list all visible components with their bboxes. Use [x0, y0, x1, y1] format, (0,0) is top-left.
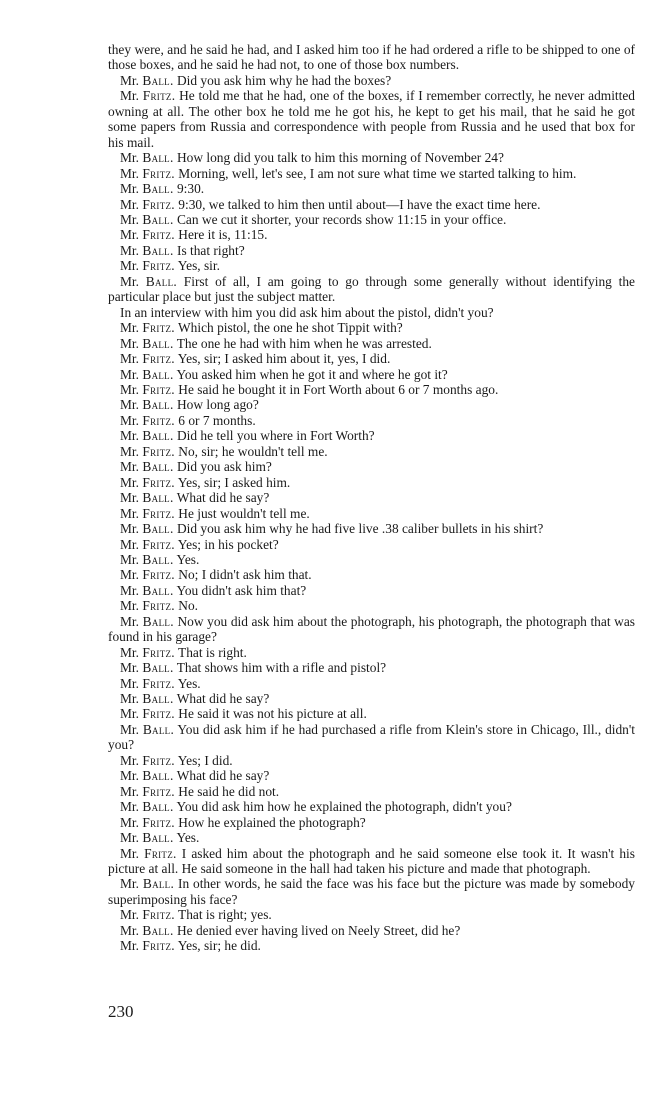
transcript-paragraph [108, 521, 635, 536]
transcript-paragraph [108, 197, 635, 212]
paragraph-text: He said it was not his picture at all. [178, 706, 367, 722]
transcript-paragraph [108, 243, 635, 258]
speaker-prefix: Mr. [120, 907, 139, 923]
paragraph-text: Did he tell you where in Fort Worth? [176, 428, 375, 444]
paragraph-text: Which pistol, the one he shot Tippit with? [178, 320, 403, 336]
transcript-paragraph [108, 830, 635, 845]
speaker-prefix: Mr. [120, 320, 139, 336]
speaker-name: Ball. [142, 521, 174, 537]
transcript-body [108, 42, 635, 954]
speaker-name: Ball. [142, 551, 174, 567]
paragraph-text: No. [178, 598, 199, 614]
speaker-label [120, 614, 174, 629]
speaker-prefix: Mr. [120, 567, 139, 583]
speaker-label [120, 150, 174, 165]
speaker-prefix: Mr. [120, 381, 139, 397]
speaker-prefix: Mr. [120, 165, 139, 181]
speaker-label [120, 907, 175, 922]
speaker-name: Ball. [142, 721, 175, 737]
paragraph-text: What did he say? [176, 691, 270, 707]
speaker-name: Ball. [142, 428, 174, 444]
transcript-paragraph [108, 212, 635, 227]
speaker-label [120, 243, 174, 258]
transcript-paragraph [108, 166, 635, 181]
paragraph-text: 9:30, we talked to him then until about—I have the exact time here. [178, 196, 541, 212]
speaker-label [120, 227, 175, 242]
speaker-label [120, 753, 175, 768]
speaker-name: Ball. [142, 660, 174, 676]
speaker-name: Ball. [142, 72, 174, 88]
paragraph-text: No, sir; he wouldn't tell me. [178, 443, 328, 459]
paragraph-text: He just wouldn't tell me. [178, 505, 310, 521]
speaker-name: Fritz. [142, 412, 175, 428]
transcript-paragraph [108, 799, 635, 814]
speaker-name: Ball. [142, 181, 174, 197]
speaker-name: Ball. [142, 691, 174, 707]
speaker-name: Ball. [145, 273, 178, 289]
speaker-name: Fritz. [142, 196, 175, 212]
paragraph-text: they were, and he said he had, and I asked him too if he had ordered a rifle to be shipped to one of those boxes, and he said he had not, to one of those box numbers. [108, 42, 635, 73]
speaker-prefix: Mr. [120, 366, 139, 382]
speaker-label [120, 197, 175, 212]
speaker-prefix: Mr. [120, 938, 139, 954]
paragraph-text: Yes; I did. [177, 752, 233, 768]
speaker-name: Ball. [142, 922, 174, 938]
speaker-name: Fritz. [142, 320, 175, 336]
speaker-label [120, 567, 175, 582]
paragraph-text: Here it is, 11:15. [178, 227, 268, 243]
speaker-label [120, 660, 174, 675]
speaker-label [120, 830, 174, 845]
speaker-name: Fritz. [142, 644, 175, 660]
paragraph-text: No; I didn't ask him that. [178, 567, 312, 583]
speaker-prefix: Mr. [120, 814, 139, 830]
speaker-name: Fritz. [142, 814, 175, 830]
paragraph-text: How long ago? [176, 397, 259, 413]
speaker-name: Ball. [142, 150, 174, 166]
paragraph-text: Yes. [176, 830, 200, 846]
paragraph-text: What did he say? [176, 490, 270, 506]
speaker-prefix: Mr. [120, 644, 139, 660]
speaker-prefix: Mr. [120, 428, 139, 444]
paragraph-text: Did you ask him? [176, 459, 272, 475]
speaker-name: Fritz. [142, 536, 175, 552]
speaker-prefix: Mr. [120, 227, 139, 243]
speaker-name: Ball. [142, 490, 174, 506]
speaker-prefix: Mr. [120, 598, 139, 614]
speaker-name: Fritz. [142, 351, 175, 367]
speaker-prefix: Mr. [120, 675, 139, 691]
speaker-label [120, 691, 174, 706]
speaker-prefix: Mr. [120, 706, 139, 722]
speaker-prefix: Mr. [120, 876, 139, 892]
speaker-label [120, 320, 175, 335]
speaker-prefix: Mr. [120, 505, 139, 521]
speaker-prefix: Mr. [120, 582, 139, 598]
speaker-name: Ball. [142, 459, 174, 475]
speaker-prefix: Mr. [120, 242, 139, 258]
speaker-name: Fritz. [142, 783, 175, 799]
paragraph-text: Morning, well, let's see, I am not sure what time we started talking to him. [178, 165, 577, 181]
speaker-prefix: Mr. [120, 521, 139, 537]
speaker-label [120, 367, 174, 382]
speaker-name: Fritz. [142, 474, 175, 490]
speaker-label [120, 768, 174, 783]
transcript-paragraph [108, 42, 635, 73]
speaker-prefix: Mr. [120, 150, 139, 166]
transcript-paragraph [108, 846, 635, 877]
speaker-name: Fritz. [142, 227, 175, 243]
speaker-name: Fritz. [144, 845, 177, 861]
paragraph-text: You asked him when he got it and where he got it? [176, 366, 448, 382]
speaker-label [120, 938, 175, 953]
transcript-paragraph [108, 645, 635, 660]
paragraph-text: Yes. [177, 675, 201, 691]
speaker-prefix: Mr. [120, 783, 139, 799]
speaker-label [120, 351, 175, 366]
speaker-label [120, 382, 175, 397]
transcript-paragraph [108, 88, 635, 150]
paragraph-text: He denied ever having lived on Neely Street, did he? [176, 922, 461, 938]
speaker-label [120, 444, 175, 459]
speaker-label [120, 475, 175, 490]
transcript-paragraph [108, 367, 635, 382]
paragraph-text: You did ask him if he had purchased a rifle from Klein's store in Chicago, Ill., didn't you? [108, 721, 636, 753]
paragraph-text: That shows him with a rifle and pistol? [176, 660, 387, 676]
transcript-paragraph [108, 660, 635, 675]
speaker-name: Fritz. [142, 258, 175, 274]
paragraph-text: He said he bought it in Fort Worth about 6 or 7 months ago. [178, 381, 499, 397]
speaker-label [120, 676, 175, 691]
speaker-prefix: Mr. [120, 830, 139, 846]
speaker-name: Fritz. [142, 88, 176, 104]
speaker-prefix: Mr. [120, 335, 139, 351]
speaker-name: Ball. [142, 366, 174, 382]
speaker-prefix: Mr. [120, 660, 139, 676]
paragraph-text: You did ask him how he explained the photograph, didn't you? [176, 799, 512, 815]
speaker-label [120, 521, 174, 536]
transcript-paragraph [108, 506, 635, 521]
speaker-prefix: Mr. [120, 412, 139, 428]
speaker-label [120, 397, 174, 412]
paragraph-text: That is right. [178, 644, 247, 660]
transcript-paragraph [108, 382, 635, 397]
speaker-name: Fritz. [142, 505, 175, 521]
speaker-name: Ball. [142, 242, 174, 258]
speaker-label [120, 722, 174, 737]
speaker-label [120, 645, 175, 660]
speaker-prefix: Mr. [120, 721, 139, 737]
speaker-name: Fritz. [142, 907, 175, 923]
transcript-paragraph [108, 258, 635, 273]
transcript-paragraph [108, 150, 635, 165]
transcript-paragraph [108, 907, 635, 922]
speaker-label [120, 274, 177, 289]
speaker-prefix: Mr. [120, 273, 139, 289]
speaker-label [120, 428, 174, 443]
paragraph-text: Yes, sir; he did. [177, 938, 261, 954]
paragraph-text: In an interview with him you did ask him about the pistol, didn't you? [120, 304, 494, 320]
paragraph-text: He said he did not. [178, 783, 280, 799]
speaker-name: Fritz. [142, 938, 175, 954]
speaker-label [120, 706, 175, 721]
transcript-paragraph [108, 274, 635, 305]
paragraph-text: Yes; in his pocket? [177, 536, 279, 552]
paragraph-text: In other words, he said the face was his face but the picture was made by somebody superimposing his face? [108, 876, 635, 907]
paragraph-text: How he explained the photograph? [178, 814, 366, 830]
speaker-prefix: Mr. [120, 845, 139, 861]
speaker-label [120, 815, 175, 830]
transcript-paragraph [108, 305, 635, 320]
paragraph-text: Did you ask him why he had the boxes? [176, 72, 392, 88]
paragraph-text: Can we cut it shorter, your records show 11:15 in your office. [176, 211, 507, 227]
transcript-paragraph [108, 181, 635, 196]
transcript-paragraph [108, 475, 635, 490]
speaker-label [120, 583, 174, 598]
transcript-paragraph [108, 490, 635, 505]
transcript-paragraph [108, 351, 635, 366]
speaker-label [120, 336, 174, 351]
speaker-label [120, 537, 175, 552]
speaker-name: Fritz. [142, 675, 175, 691]
paragraph-text: The one he had with him when he was arrested. [176, 335, 432, 351]
transcript-paragraph [108, 73, 635, 88]
speaker-prefix: Mr. [120, 613, 139, 629]
speaker-name: Fritz. [142, 443, 175, 459]
speaker-label [120, 73, 174, 88]
speaker-label [120, 923, 174, 938]
paragraph-text: What did he say? [176, 768, 270, 784]
transcript-paragraph [108, 552, 635, 567]
speaker-name: Fritz. [142, 381, 175, 397]
speaker-name: Ball. [142, 768, 174, 784]
speaker-name: Ball. [142, 211, 174, 227]
transcript-paragraph [108, 598, 635, 613]
speaker-name: Ball. [142, 582, 174, 598]
speaker-prefix: Mr. [120, 459, 139, 475]
transcript-paragraph [108, 583, 635, 598]
speaker-prefix: Mr. [120, 443, 139, 459]
speaker-prefix: Mr. [120, 258, 139, 274]
speaker-prefix: Mr. [120, 536, 139, 552]
transcript-paragraph [108, 938, 635, 953]
speaker-prefix: Mr. [120, 474, 139, 490]
speaker-prefix: Mr. [120, 551, 139, 567]
speaker-name: Fritz. [142, 567, 175, 583]
speaker-prefix: Mr. [120, 768, 139, 784]
transcript-paragraph [108, 753, 635, 768]
speaker-label [120, 181, 174, 196]
transcript-paragraph [108, 428, 635, 443]
paragraph-text: 9:30. [176, 181, 205, 197]
paragraph-text: He told me that he had, one of the boxes, if I remember correctly, he never admitted owning at all. The other box he told me he got his, he kept to get his mail, that he said he got some papers from Russia and correspondence with people from Russia and he used that box for his mail. [108, 88, 635, 150]
transcript-paragraph [108, 336, 635, 351]
speaker-name: Ball. [142, 335, 174, 351]
speaker-name: Ball. [142, 397, 174, 413]
speaker-name: Fritz. [142, 706, 175, 722]
speaker-name: Ball. [142, 876, 175, 892]
transcript-paragraph [108, 784, 635, 799]
speaker-label [120, 459, 174, 474]
speaker-label [120, 799, 174, 814]
speaker-label [120, 212, 174, 227]
transcript-paragraph [108, 815, 635, 830]
paragraph-text: Yes, sir. [177, 258, 220, 274]
speaker-label [120, 506, 175, 521]
speaker-prefix: Mr. [120, 196, 139, 212]
transcript-paragraph [108, 537, 635, 552]
speaker-label [120, 846, 177, 861]
speaker-prefix: Mr. [120, 351, 139, 367]
paragraph-text: Now you did ask him about the photograph, his photograph, the photograph that was found in his garage? [108, 613, 635, 645]
transcript-paragraph [108, 413, 635, 428]
paragraph-text: Yes, sir; I asked him. [177, 474, 291, 490]
transcript-paragraph [108, 227, 635, 242]
paragraph-text: 6 or 7 months. [178, 412, 256, 428]
paragraph-text: Yes. [176, 551, 200, 567]
speaker-name: Fritz. [142, 165, 175, 181]
speaker-label [120, 258, 175, 273]
transcript-paragraph [108, 320, 635, 335]
paragraph-text: Did you ask him why he had five live .38 caliber bullets in his shirt? [176, 521, 544, 537]
speaker-prefix: Mr. [120, 752, 139, 768]
transcript-paragraph [108, 691, 635, 706]
speaker-name: Fritz. [142, 752, 175, 768]
speaker-label [120, 552, 174, 567]
speaker-prefix: Mr. [120, 691, 139, 707]
speaker-label [120, 784, 175, 799]
paragraph-text: Is that right? [176, 242, 245, 258]
transcript-paragraph [108, 876, 635, 907]
speaker-label [120, 490, 174, 505]
speaker-prefix: Mr. [120, 72, 139, 88]
speaker-prefix: Mr. [120, 490, 139, 506]
transcript-paragraph [108, 768, 635, 783]
speaker-name: Ball. [142, 613, 174, 629]
speaker-name: Fritz. [142, 598, 175, 614]
speaker-prefix: Mr. [120, 88, 139, 104]
transcript-paragraph [108, 567, 635, 582]
paragraph-text: You didn't ask him that? [176, 582, 307, 598]
transcript-paragraph [108, 706, 635, 721]
transcript-paragraph [108, 459, 635, 474]
transcript-paragraph [108, 923, 635, 938]
speaker-label [120, 166, 175, 181]
transcript-paragraph [108, 676, 635, 691]
speaker-label [120, 598, 175, 613]
paragraph-text: Yes, sir; I asked him about it, yes, I did. [177, 351, 391, 367]
transcript-paragraph [108, 444, 635, 459]
speaker-prefix: Mr. [120, 211, 139, 227]
paragraph-text: That is right; yes. [178, 907, 272, 923]
transcript-paragraph [108, 397, 635, 412]
page-number: 230 [108, 1002, 134, 1021]
speaker-prefix: Mr. [120, 397, 139, 413]
paragraph-text: I asked him about the photograph and he said someone else took it. It wasn't his picture at all. He said someone in the hall had taken his picture and made that photograph. [108, 845, 635, 877]
paragraph-text: First of all, I am going to go through some generally without identifying the particular place but just the subject matter. [108, 273, 635, 305]
speaker-label [120, 88, 175, 103]
speaker-name: Ball. [142, 830, 174, 846]
speaker-prefix: Mr. [120, 799, 139, 815]
speaker-label [120, 413, 175, 428]
transcript-paragraph [108, 722, 635, 753]
speaker-name: Ball. [142, 799, 174, 815]
speaker-prefix: Mr. [120, 922, 139, 938]
paragraph-text: How long did you talk to him this morning of November 24? [176, 150, 504, 166]
transcript-paragraph [108, 614, 635, 645]
speaker-prefix: Mr. [120, 181, 139, 197]
speaker-label [120, 876, 174, 891]
